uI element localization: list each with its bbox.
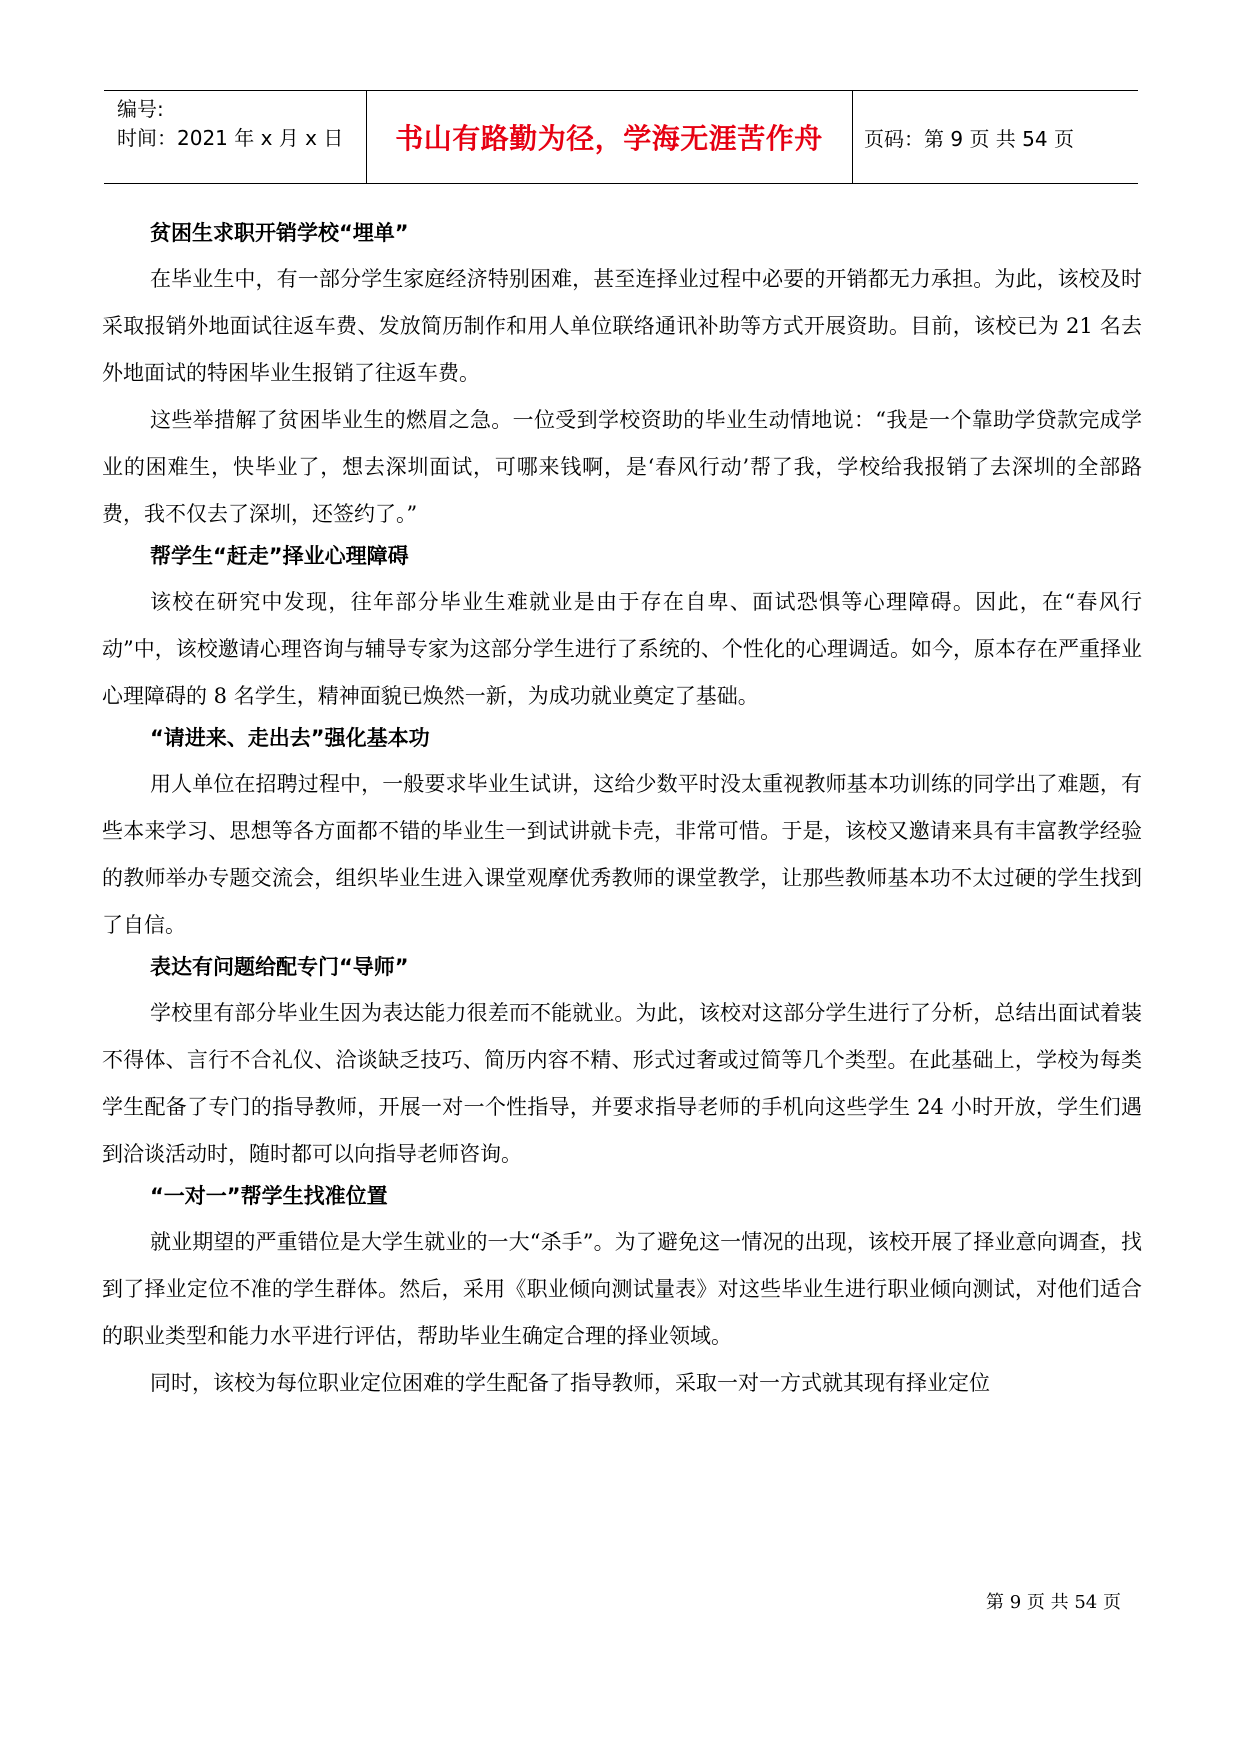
section-heading: “请进来、走出去”强化基本功 xyxy=(150,726,430,750)
header-page-code: 页码：第 9 页 共 54 页 xyxy=(864,126,1074,151)
section-heading: 帮学生“赶走”择业心理障碍 xyxy=(150,544,409,568)
paragraph: 在毕业生中，有一部分学生家庭经济特别困难，甚至连择业过程中必要的开销都无力承担。为此，该校及时采取报销外地面试往返车费、发放简历制作和用人单位联络通讯补助等方式开展资助。目前，该校已为 21 名去外地面试的特困毕业生报销了往返车费。 xyxy=(102,267,1142,385)
section-5 xyxy=(102,1178,1142,1407)
document-body xyxy=(102,215,1142,1407)
paragraph: 学校里有部分毕业生因为表达能力很差而不能就业。为此，该校对这部分学生进行了分析，总结出面试着装不得体、言行不合礼仪、洽谈缺乏技巧、简历内容不精、形式过奢或过简等几个类型。在此基础上，学校为每类学生配备了专门的指导教师，开展一对一个性指导，并要求指导老师的手机向这些学生 24 小时开放，学生们遇到洽谈活动时，随时都可以向指导老师咨询。 xyxy=(102,1001,1142,1166)
section-1 xyxy=(102,215,1142,538)
section-3 xyxy=(102,720,1142,949)
paragraph: 该校在研究中发现，往年部分毕业生难就业是由于存在自卑、面试恐惧等心理障碍。因此，在“春风行动”中，该校邀请心理咨询与辅导专家为这部分学生进行了系统的、个性化的心理调适。如今，原本存在严重择业心理障碍的 8 名学生，精神面貌已焕然一新，为成功就业奠定了基础。 xyxy=(102,590,1142,708)
header-meta xyxy=(117,95,343,153)
paragraph: 这些举措解了贫困毕业生的燃眉之急。一位受到学校资助的毕业生动情地说：“我是一个靠助学贷款完成学业的困难生，快毕业了，想去深圳面试，可哪来钱啊，是‘春风行动’帮了我，学校给我报销了去深圳的全部路费，我不仅去了深圳，还签约了。” xyxy=(102,408,1142,526)
header-divider-right xyxy=(852,91,853,183)
page-footer: 第 9 页 共 54 页 xyxy=(986,1592,1121,1613)
document-time: 时间：2021 年 x 月 x 日 xyxy=(117,126,344,150)
paragraph: 用人单位在招聘过程中，一般要求毕业生试讲，这给少数平时没太重视教师基本功训练的同学出了难题，有些本来学习、思想等各方面都不错的毕业生一到试讲就卡壳，非常可惜。于是，该校又邀请来具有丰富教学经验的教师举办专题交流会，组织毕业生进入课堂观摩优秀教师的课堂教学，让那些教师基本功不太过硬的学生找到了自信。 xyxy=(102,772,1142,937)
section-heading: 表达有问题给配专门“导师” xyxy=(150,955,409,979)
header-motto: 书山有路勤为径，学海无涯苦作舟 xyxy=(395,122,823,155)
page-header xyxy=(104,90,1138,184)
document-number-label: 编号: xyxy=(117,97,164,121)
section-4 xyxy=(102,949,1142,1178)
section-heading: 贫困生求职开销学校“埋单” xyxy=(150,221,409,245)
paragraph: 同时，该校为每位职业定位困难的学生配备了指导教师，采取一对一方式就其现有择业定位 xyxy=(150,1371,990,1395)
section-2 xyxy=(102,538,1142,720)
section-heading: “一对一”帮学生找准位置 xyxy=(150,1184,388,1208)
paragraph: 就业期望的严重错位是大学生就业的一大“杀手”。为了避免这一情况的出现，该校开展了择业意向调查，找到了择业定位不准的学生群体。然后，采用《职业倾向测试量表》对这些毕业生进行职业倾向测试，对他们适合的职业类型和能力水平进行评估，帮助毕业生确定合理的择业领域。 xyxy=(102,1230,1142,1348)
